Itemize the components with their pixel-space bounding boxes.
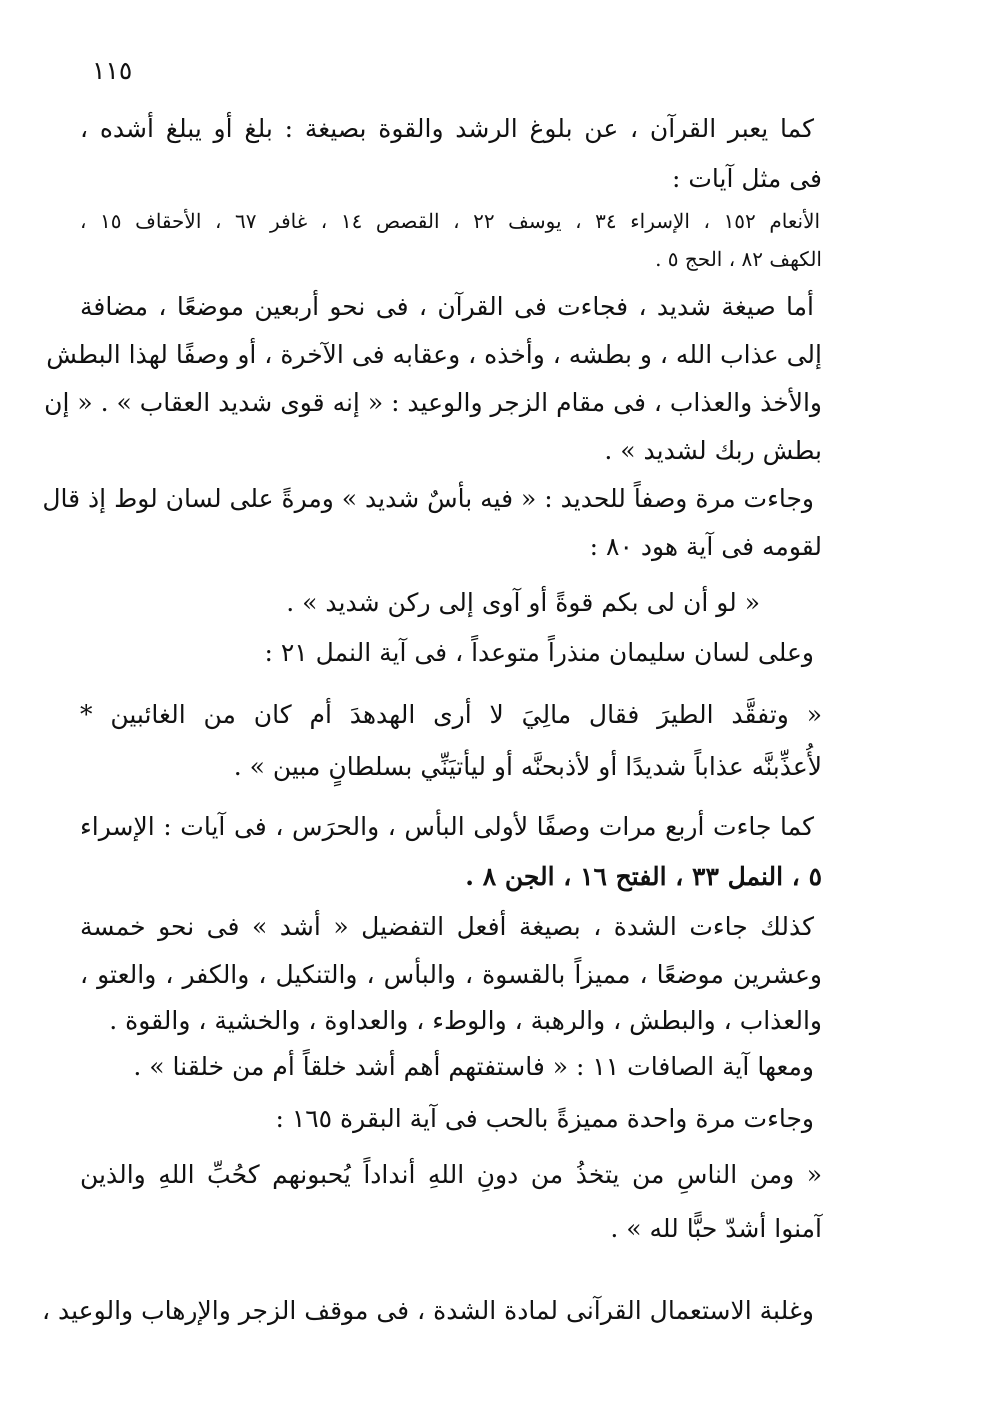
paragraph-line: ومعها آية الصافات ١١ : « فاستفتهم أهم أشد خلقاً أم من خلقنا » . xyxy=(133,1052,814,1081)
paragraph-line: وعلى لسان سليمان منذراً متوعداً ، فى آية النمل ٢١ : xyxy=(264,638,814,667)
page-number: ١١٥ xyxy=(92,56,133,85)
citation-line: الأنعام ١٥٢ ، الإسراء ٣٤ ، يوسف ٢٢ ، القصص ١٤ ، غافر ٦٧ ، الأحقاف ١٥ ، xyxy=(80,209,821,233)
paragraph-line: بطش ربك لشديد » . xyxy=(604,436,822,465)
quote-line: آمنوا أشدّ حبًّا لله » . xyxy=(610,1214,822,1243)
quote-line: لأُعذِّبنَّه عذاباً شديدًا أو لأذبحنَّه أو ليأتيَنِّي بسلطانٍ مبين » . xyxy=(233,752,822,781)
quote-line: « ومن الناسِ من يتخذُ من دونِ اللهِ أنداداً يُحبونهم كحُبِّ اللهِ والذين xyxy=(80,1160,822,1189)
paragraph-line: وجاءت مرة واحدة مميزةً بالحب فى آية البقرة ١٦٥ : xyxy=(275,1104,814,1133)
paragraph-line: أما صيغة شديد ، فجاءت فى القرآن ، فى نحو أربعين موضعًا ، مضافة xyxy=(80,292,814,321)
paragraph-line: كما يعبر القرآن ، عن بلوغ الرشد والقوة بصيغة : بلغ أو يبلغ أشده ، xyxy=(80,114,814,143)
paragraph-line: إلى عذاب الله ، و بطشه ، وأخذه ، وعقابه فى الآخرة ، أو وصفًا لهذا البطش xyxy=(46,340,822,369)
paragraph-line: ٥ ، النمل ٣٣ ، الفتح ١٦ ، الجن ٨ . xyxy=(465,862,822,891)
citation-line: الكهف ٨٢ ، الحج ٥ . xyxy=(655,247,822,271)
paragraph-line: وجاءت مرة وصفاً للحديد : « فيه بأسٌ شديد » ومرةً على لسان لوط إذ قال xyxy=(42,484,814,513)
paragraph-line: والعذاب ، والبطش ، والرهبة ، والوطء ، والعداوة ، والخشية ، والقوة . xyxy=(109,1006,822,1035)
quote-line: « وتفقَّد الطيرَ فقال مالِيَ لا أرى الهدهدَ أم كان من الغائبين * xyxy=(80,700,822,729)
paragraph-line: فى مثل آيات : xyxy=(672,164,822,193)
paragraph-line: وغلبة الاستعمال القرآنى لمادة الشدة ، فى موقف الزجر والإرهاب والوعيد ، xyxy=(41,1296,814,1325)
paragraph-line: كما جاءت أربع مرات وصفًا لأولى البأس ، والحرَس ، فى آيات : الإسراء xyxy=(80,812,814,841)
paragraph-line: وعشرين موضعًا ، مميزاً بالقسوة ، والبأس ، والتنكيل ، والكفر ، والعتو ، xyxy=(80,960,822,989)
paragraph-line: لقومه فى آية هود ٨٠ : xyxy=(589,532,822,561)
paragraph-line: والأخذ والعذاب ، فى مقام الزجر والوعيد : « إنه قوى شديد العقاب » . « إن xyxy=(44,388,822,417)
paragraph-line: كذلك جاءت الشدة ، بصيغة أفعل التفضيل « أشد » فى نحو خمسة xyxy=(80,912,814,941)
quote-line: « لو أن لى بكم قوةً أو آوى إلى ركن شديد » . xyxy=(286,588,760,617)
